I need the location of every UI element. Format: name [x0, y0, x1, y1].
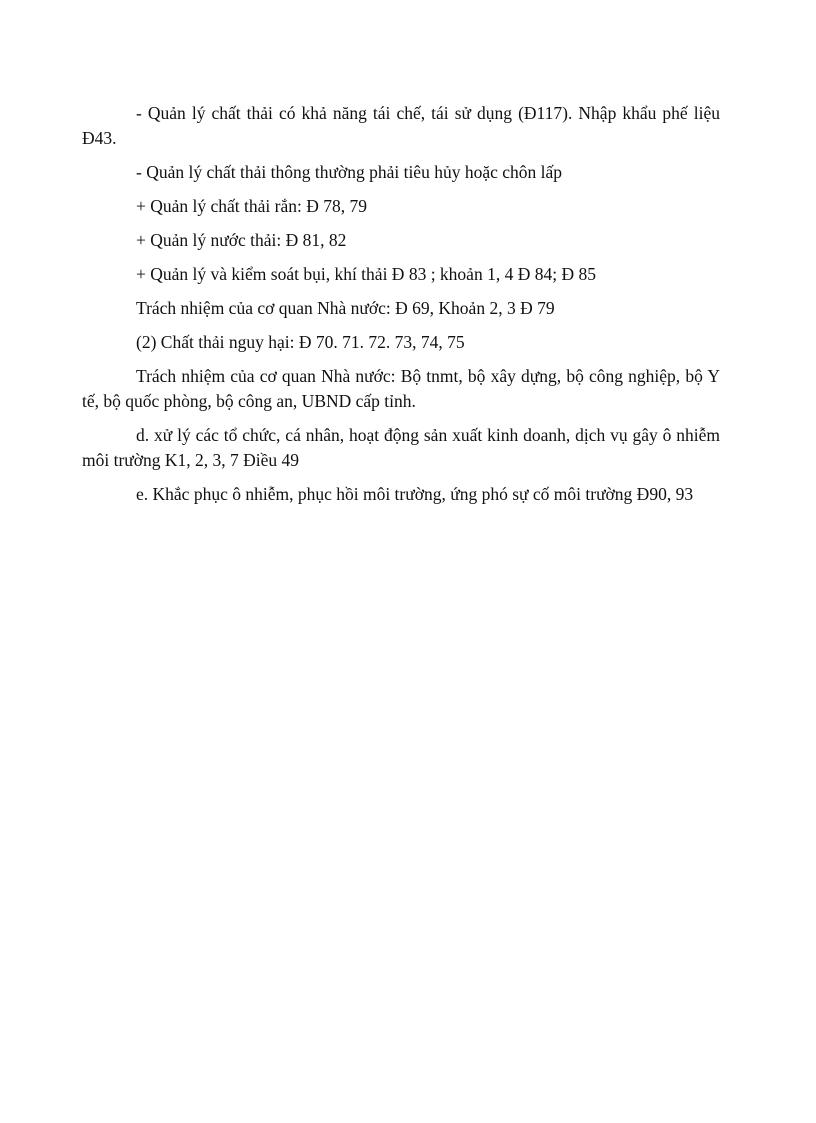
paragraph-solid-waste: + Quản lý chất thải rắn: Đ 78, 79: [136, 196, 367, 216]
paragraph-state-responsibility-2: Trách nhiệm của cơ quan Nhà nước: Bộ tnmt, bộ xây dựng, bộ công nghiệp, bộ Y tế, bộ quốc phòng, bộ công an, UBND cấp tỉnh.: [82, 366, 720, 411]
paragraph-hazardous-waste: (2) Chất thải nguy hại: Đ 70. 71. 72. 73, 74, 75: [136, 332, 465, 352]
paragraph-ordinary-waste: - Quản lý chất thải thông thường phải tiêu hủy hoặc chôn lấp: [136, 162, 562, 182]
paragraph-recyclable-waste: - Quản lý chất thải có khả năng tái chế, tái sử dụng (Đ117). Nhập khẩu phế liệu Đ43.: [82, 103, 720, 148]
paragraph-state-responsibility-1: Trách nhiệm của cơ quan Nhà nước: Đ 69, Khoản 2, 3 Đ 79: [136, 298, 555, 318]
paragraph-wastewater: + Quản lý nước thải: Đ 81, 82: [136, 230, 347, 250]
document-body: [82, 101, 720, 516]
paragraph-pollution-handling: d. xử lý các tổ chức, cá nhân, hoạt động sản xuất kinh doanh, dịch vụ gây ô nhiễm môi trường K1, 2, 3, 7 Điều 49: [82, 425, 720, 470]
paragraph-dust-emissions: + Quản lý và kiểm soát bụi, khí thải Đ 83 ; khoản 1, 4 Đ 84; Đ 85: [136, 264, 596, 284]
paragraph-remediation: e. Khắc phục ô nhiễm, phục hồi môi trường, ứng phó sự cố môi trường Đ90, 93: [136, 484, 694, 504]
